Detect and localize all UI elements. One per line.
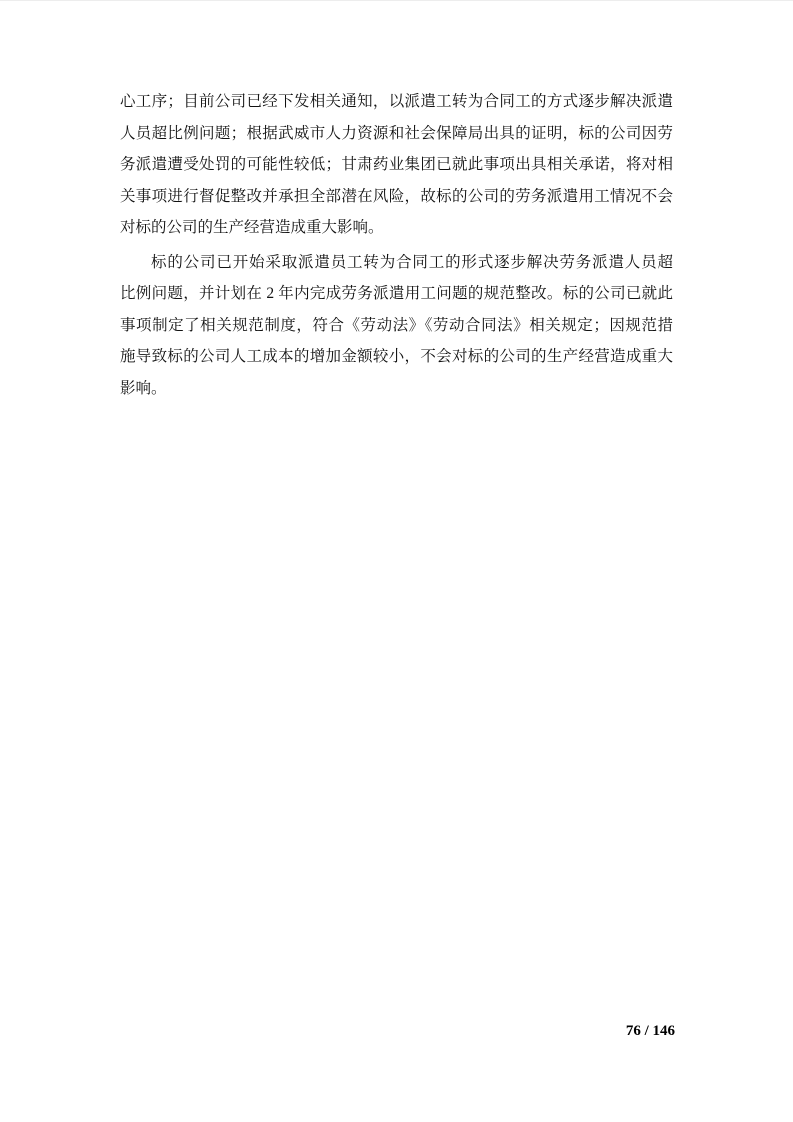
text-line: 人员超比例问题；根据武威市人力资源和社会保障局出具的证明，标的公司因劳: [120, 124, 673, 142]
page-number: 76 / 146: [625, 1023, 675, 1039]
paragraph-1: [120, 86, 673, 244]
text-line: 施导致标的公司人工成本的增加金额较小，不会对标的公司的生产经营造成重大: [120, 348, 673, 365]
paragraph-2: [120, 247, 673, 405]
text-block: [120, 86, 673, 404]
text-line: 标的公司已开始采取派遣员工转为合同工的形式逐步解决劳务派遣人员超: [151, 253, 673, 271]
text-line: 事项制定了相关规范制度，符合《劳动法》《劳动合同法》相关规定；因规范措: [120, 316, 673, 334]
text-line: 心工序；目前公司已经下发相关通知，以派遣工转为合同工的方式逐步解决派遣: [120, 93, 673, 110]
text-line: 对标的公司的生产经营造成重大影响。: [120, 219, 384, 236]
text-line: 影响。: [120, 379, 167, 397]
text-line: 比例问题，并计划在 2 年内完成劳务派遣用工问题的规范整改。标的公司已就此: [120, 285, 673, 302]
text-line: 务派遣遭受处罚的可能性较低；甘肃药业集团已就此事项出具相关承诺，将对相: [120, 156, 673, 173]
text-line: 关事项进行督促整改并承担全部潜在风险，故标的公司的劳务派遣用工情况不会: [120, 187, 673, 205]
